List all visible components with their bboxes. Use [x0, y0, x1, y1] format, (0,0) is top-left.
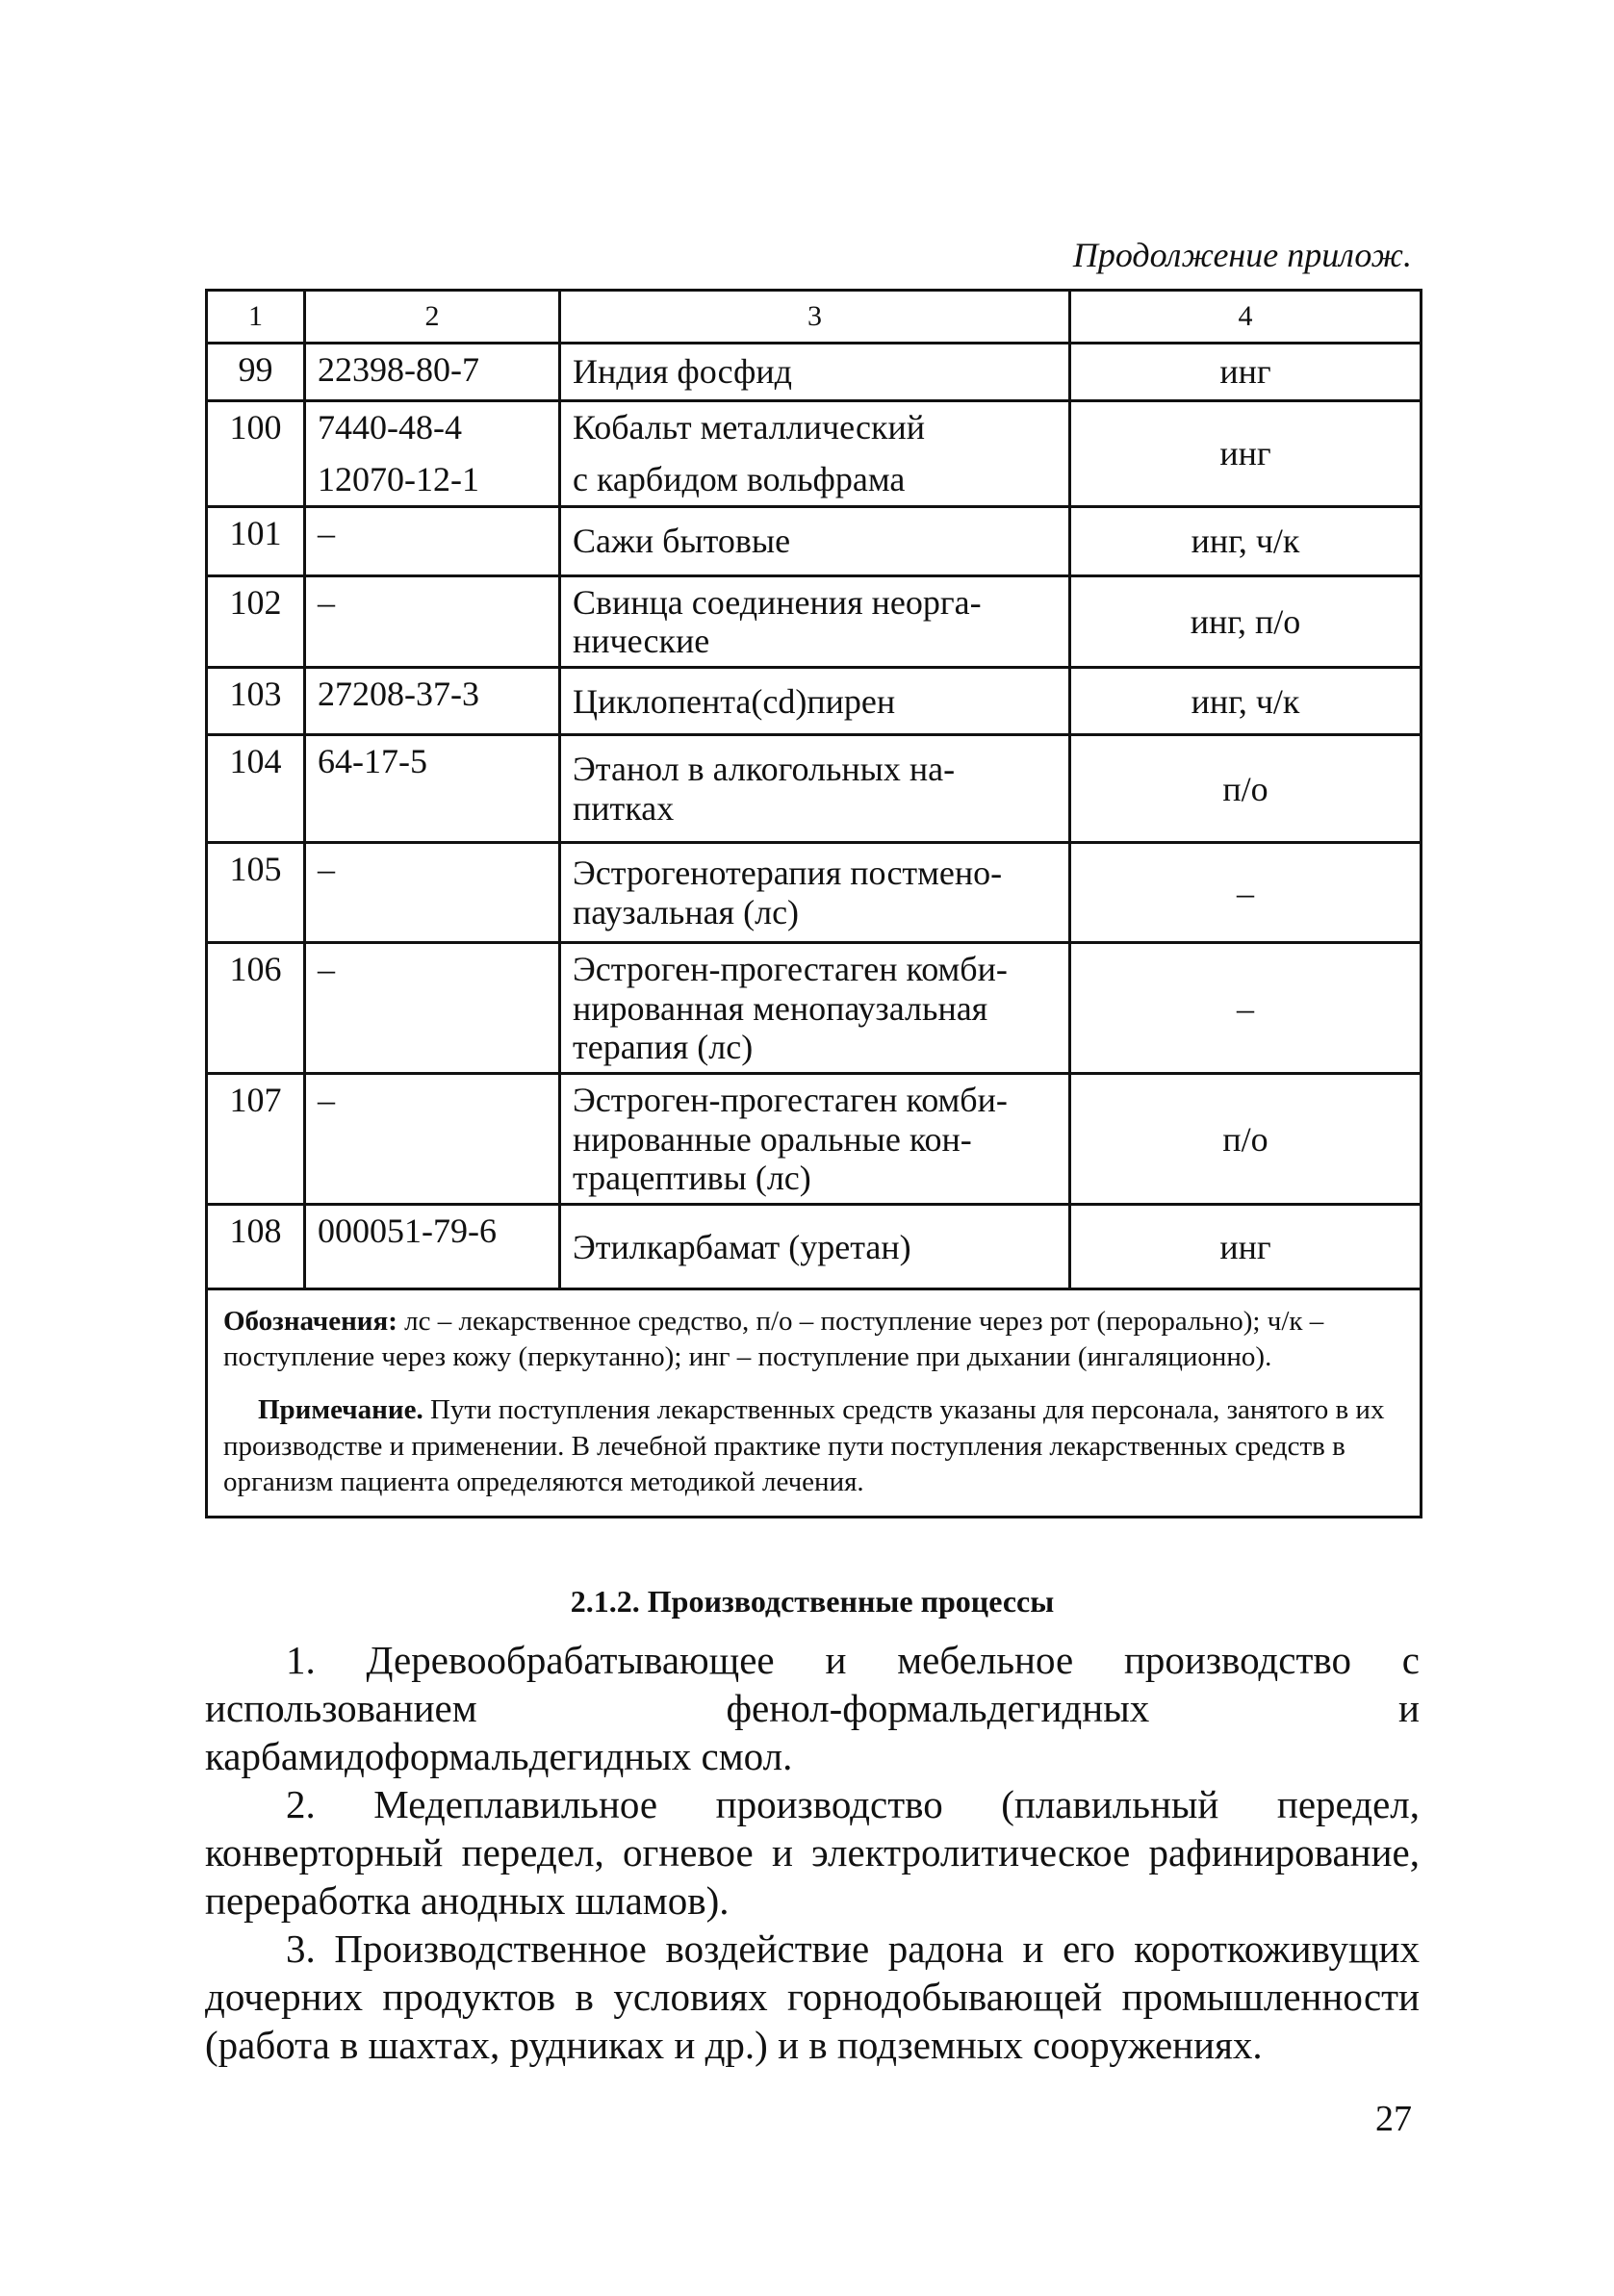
- substance-name-line2: с карбидом вольфрама: [573, 460, 906, 499]
- row-number: 105: [207, 843, 305, 943]
- row-number: 104: [207, 735, 305, 843]
- substance-name: Этилкарбамат (уретан): [560, 1205, 1070, 1289]
- table-row: [207, 344, 1422, 401]
- legend-label: Обозначения:: [223, 1306, 397, 1338]
- substance-name: Кобальт металлический: [573, 408, 925, 446]
- substance-name-line3: трацептивы (лс): [573, 1158, 811, 1197]
- row-number: 101: [207, 506, 305, 575]
- substance-name-line2: нированная менопаузальная: [573, 988, 988, 1028]
- exposure-route: инг: [1070, 1205, 1422, 1289]
- legend-text: лс – лекарственное средство, п/о – поступление через рот (перорально); ч/к – поступление через кожу (перкутанно); инг – поступление при дыхании (ингаляционно).: [223, 1306, 1324, 1373]
- cas-number: 22398-80-7: [305, 344, 560, 401]
- substance-name-line2: питках: [573, 788, 675, 828]
- table-row: [207, 943, 1422, 1074]
- substance-name: Циклопента(cd)пирен: [560, 668, 1070, 735]
- column-header: 4: [1070, 291, 1422, 344]
- cas-number: –: [305, 506, 560, 575]
- exposure-route: инг: [1070, 401, 1422, 507]
- exposure-route: –: [1070, 843, 1422, 943]
- note-label: Примечание.: [258, 1394, 423, 1426]
- continuation-label: Продолжение прилож.: [1072, 236, 1412, 274]
- substance-name: Эстроген-прогестаген комби-: [573, 1081, 1008, 1120]
- notes-row: [207, 1289, 1422, 1518]
- row-number: 99: [207, 344, 305, 401]
- substance-name-line2: нированные оральные кон-: [573, 1119, 972, 1159]
- substance-name: Эстроген-прогестаген комби-: [573, 950, 1008, 989]
- substance-name-line2: паузальная (лс): [573, 892, 800, 931]
- legend-paragraph: [223, 1304, 1404, 1375]
- substance-name-cell: [560, 735, 1070, 843]
- table-row: [207, 735, 1422, 843]
- row-number: 107: [207, 1074, 305, 1205]
- cas-number: –: [305, 575, 560, 668]
- cas-number-secondary: 12070-12-1: [318, 460, 479, 499]
- page-number: 27: [1375, 2099, 1412, 2139]
- exposure-route: п/о: [1070, 735, 1422, 843]
- substance-name-cell: [560, 1074, 1070, 1205]
- exposure-route: инг, ч/к: [1070, 668, 1422, 735]
- cas-number: –: [305, 1074, 560, 1205]
- exposure-route: п/о: [1070, 1074, 1422, 1205]
- cas-number-cell: [305, 401, 560, 507]
- column-header: 1: [207, 291, 305, 344]
- section-title: 2.1.2. Производственные процессы: [570, 1584, 1055, 1619]
- substance-name-cell: [560, 943, 1070, 1074]
- cas-number: –: [305, 943, 560, 1074]
- substance-name: Этанол в алкогольных на-: [573, 750, 956, 789]
- cas-number: 7440-48-4: [318, 408, 462, 446]
- substance-name: Свинца соединения неорга-: [573, 582, 982, 622]
- table-header-row: [207, 291, 1422, 344]
- row-number: 108: [207, 1205, 305, 1289]
- table-row: [207, 506, 1422, 575]
- note-text: Пути поступления лекарственных средств указаны для персонала, занятого в их производстве и применении. В лечебной практике пути поступления лекарственных средств в организм пациента определяются методикой лечения.: [223, 1394, 1385, 1497]
- column-header: 2: [305, 291, 560, 344]
- row-number: 106: [207, 943, 305, 1074]
- table-row: [207, 668, 1422, 735]
- table-row: [207, 1074, 1422, 1205]
- exposure-route: инг: [1070, 344, 1422, 401]
- substance-name-cell: [560, 575, 1070, 668]
- cas-number: –: [305, 843, 560, 943]
- cas-number: 64-17-5: [305, 735, 560, 843]
- table-row: [207, 843, 1422, 943]
- substance-name: Сажи бытовые: [560, 506, 1070, 575]
- substance-name-line3: терапия (лс): [573, 1027, 754, 1066]
- body-paragraph: 3. Производственное воздействие радона и его короткоживущих дочерних продуктов в условиях горнодобывающей промышленности (работа в шахтах, рудниках и др.) и в подземных сооружениях.: [205, 1926, 1420, 2067]
- exposure-route: инг, п/о: [1070, 575, 1422, 668]
- substance-name: Индия фосфид: [560, 344, 1070, 401]
- body-paragraph: 2. Медеплавильное производство (плавильный передел, конверторный передел, огневое и электролитическое рафинирование, переработка анодных шламов).: [205, 1782, 1420, 1923]
- substances-table: [205, 289, 1422, 1518]
- exposure-route: –: [1070, 943, 1422, 1074]
- body-paragraph: 1. Деревообрабатывающее и мебельное производство с использованием фенол-формальдегидных и карбамидоформальдегидных смол.: [205, 1638, 1420, 1778]
- substance-name-cell: [560, 843, 1070, 943]
- section-body: [205, 1636, 1420, 2069]
- table-notes: [207, 1289, 1422, 1518]
- cas-number: 000051-79-6: [305, 1205, 560, 1289]
- note-paragraph: [223, 1392, 1404, 1499]
- substance-name-cell: [560, 401, 1070, 507]
- substance-name-line2: нические: [573, 621, 710, 660]
- row-number: 102: [207, 575, 305, 668]
- row-number: 103: [207, 668, 305, 735]
- column-header: 3: [560, 291, 1070, 344]
- substance-name: Эстрогенотерапия постмено-: [573, 854, 1003, 893]
- row-number: 100: [207, 401, 305, 507]
- exposure-route: инг, ч/к: [1070, 506, 1422, 575]
- table-row: [207, 401, 1422, 507]
- table-row: [207, 575, 1422, 668]
- table-row: [207, 1205, 1422, 1289]
- cas-number: 27208-37-3: [305, 668, 560, 735]
